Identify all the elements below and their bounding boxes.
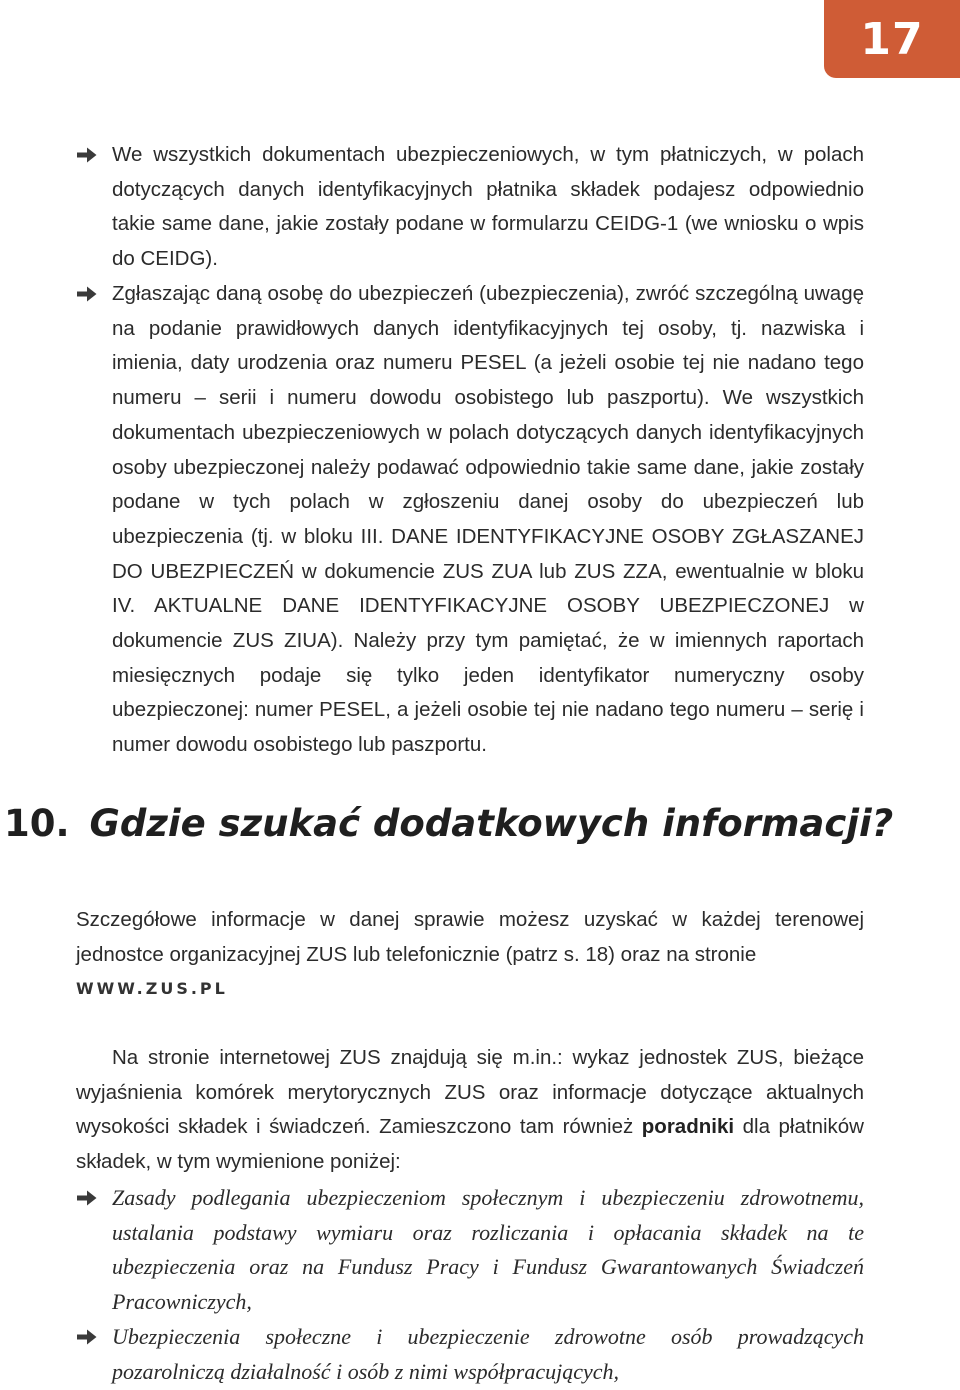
guide-title: Zasady podlegania ubezpieczeniom społecznym i ubezpieczeniu zdrowotnemu, ustalania podstawy wymiaru oraz rozliczania i opłacania składek na te ubezpieczenia oraz na Fundusz Pracy i Fundusz Gwarantowanych Świadczeń Pracowniczych, <box>112 1185 864 1315</box>
bullet-item <box>0 138 864 277</box>
bold-term: poradniki <box>641 1115 735 1139</box>
arrow-right-icon <box>76 138 102 173</box>
page-number-tab <box>824 0 960 78</box>
section-title: Gdzie szukać dodatkowych informacji? <box>89 802 894 845</box>
arrow-right-icon <box>76 1181 102 1216</box>
arrow-right-icon <box>76 1320 102 1355</box>
page-number: 17 <box>860 13 924 65</box>
website-paragraph <box>76 1041 864 1180</box>
website-paragraph-text-end: dla płatników składek, w tym wymienione poniżej: <box>76 1115 864 1174</box>
arrow-right-icon <box>76 277 102 312</box>
guide-bullet-item <box>0 1320 864 1389</box>
bullet-text: We wszystkich dokumentach ubezpieczeniowych, w tym płatniczych, w polach dotyczących danych identyfikacyjnych płatnika składek podajesz odpowiednio takie same dane, jakie zostały podane w formularzu CEIDG-1 (we wniosku o wpis do CEIDG). <box>112 143 864 271</box>
guide-title: Ubezpieczenia społeczne i ubezpieczenie zdrowotne osób prowadzących pozarolniczą działalność i osób z nimi współpracujących, <box>112 1324 864 1384</box>
info-paragraph-text: Szczegółowe informacje w danej sprawie możesz uzyskać w każdej terenowej jednostce organizacyjnej ZUS lub telefonicznie (patrz s. 18) oraz na stronie <box>76 908 864 966</box>
info-paragraph <box>76 903 864 1007</box>
section-heading <box>4 802 904 845</box>
website-paragraph-text: Na stronie internetowej ZUS znajdują się m.in.: wykaz jednostek ZUS, bieżące wyjaśnienia komórek merytorycznych ZUS oraz informacje dotyczące aktualnych wysokości składek i świadczeń. Zamieszczono tam również <box>76 1046 864 1139</box>
bullet-item <box>0 277 864 763</box>
section-number: 10. <box>4 802 70 845</box>
website-link[interactable]: WWW.ZUS.PL <box>76 979 228 999</box>
bullet-text: Zgłaszając daną osobę do ubezpieczeń (ubezpieczenia), zwróć szczególną uwagę na podanie prawidłowych danych identyfikacyjnych tej osoby, tj. nazwiska i imienia, daty urodzenia oraz numeru PESEL (a jeżeli osobie tej nie nadano tego numeru – serii i numeru dowodu osobistego lub paszportu). We wszystkich dokumentach ubezpieczeniowych w polach dotyczących danych identyfikacyjnych osoby ubezpieczonej należy podawać odpowiednio takie same dane, jakie zostały podane w tych polach w zgłoszeniu danej osoby do ubezpieczeń lub ubezpieczenia (tj. w bloku III. DANE IDENTYFIKACYJNE OSOBY ZGŁASZANEJ DO UBEZPIECZEŃ w dokumencie ZUS ZUA lub ZUS ZZA, ewentualnie w bloku IV. AKTUALNE DANE IDENTYFIKACYJNE OSOBY UBEZPIECZONEJ w dokumencie ZUS ZIUA). Należy przy tym pamiętać, że w imiennych raportach miesięcznych podaje się tylko jeden identyfikator numeryczny osoby ubezpieczonej: numer PESEL, a jeżeli osobie tej nie nadano tego numeru – serię i numer dowodu osobistego lub paszportu. <box>112 282 864 757</box>
guide-bullet-item <box>0 1181 864 1320</box>
